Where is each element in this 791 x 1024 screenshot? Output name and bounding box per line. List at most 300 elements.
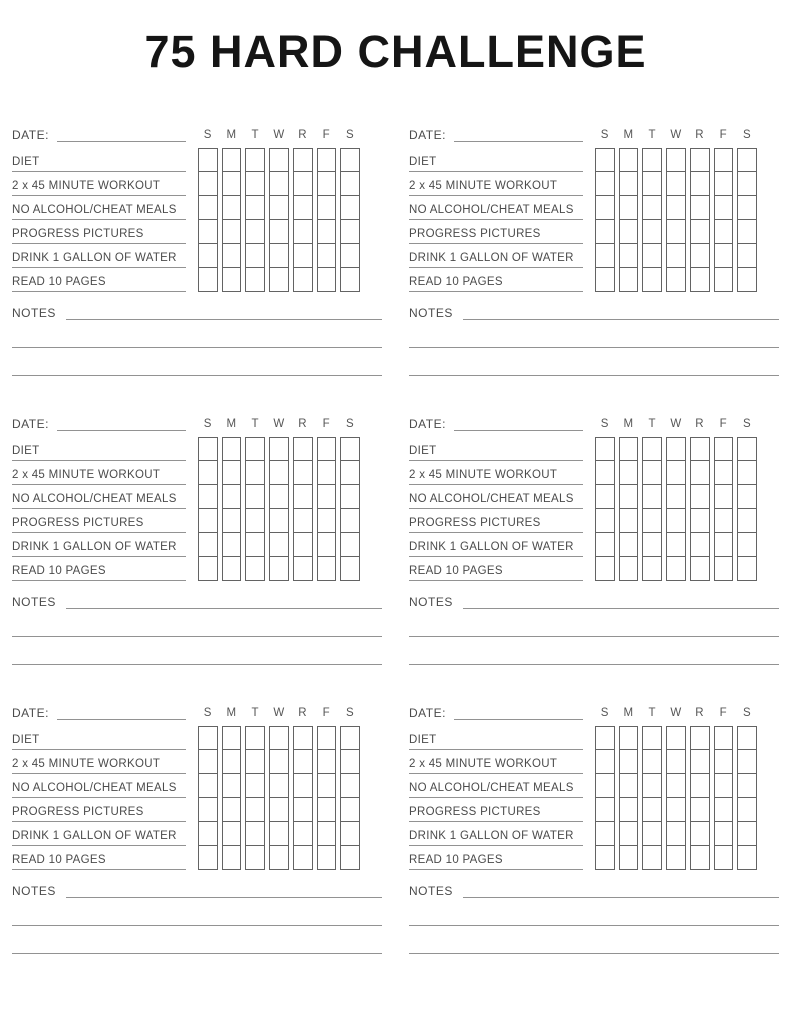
checkbox-cell[interactable]	[293, 485, 313, 509]
checkbox-cell[interactable]	[690, 533, 710, 557]
date-input-line[interactable]	[57, 126, 186, 142]
checkbox-cell[interactable]	[198, 244, 218, 268]
notes-input-line[interactable]	[66, 593, 382, 609]
checkbox-cell[interactable]	[222, 726, 242, 750]
checkbox-cell[interactable]	[293, 220, 313, 244]
checkbox-cell[interactable]	[690, 822, 710, 846]
notes-extra-line[interactable]	[12, 926, 382, 954]
checkbox-cell[interactable]	[317, 437, 337, 461]
checkbox-cell[interactable]	[269, 822, 289, 846]
checkbox-cell[interactable]	[666, 244, 686, 268]
checkbox-cell[interactable]	[666, 774, 686, 798]
checkbox-cell[interactable]	[642, 750, 662, 774]
checkbox-cell[interactable]	[222, 461, 242, 485]
checkbox-cell[interactable]	[714, 750, 734, 774]
checkbox-cell[interactable]	[317, 726, 337, 750]
date-column	[409, 120, 595, 148]
checkbox-cell[interactable]	[293, 798, 313, 822]
checkbox-cell[interactable]	[222, 196, 242, 220]
checkbox-cell[interactable]	[317, 196, 337, 220]
checkbox-cell[interactable]	[245, 148, 265, 172]
checkbox-cell[interactable]	[269, 846, 289, 870]
checkbox-cell[interactable]	[714, 220, 734, 244]
checkbox-cell[interactable]	[317, 750, 337, 774]
checkbox-cell[interactable]	[245, 846, 265, 870]
checkbox-cell[interactable]	[642, 774, 662, 798]
checkbox-cell[interactable]	[595, 509, 615, 533]
checkbox-cell[interactable]	[340, 533, 360, 557]
checkbox-cell[interactable]	[714, 196, 734, 220]
checkbox-cell[interactable]	[198, 461, 218, 485]
checkbox-cell[interactable]	[269, 557, 289, 581]
checkbox-cell[interactable]	[737, 798, 757, 822]
checkbox-cell[interactable]	[714, 798, 734, 822]
checkbox-cell[interactable]	[317, 798, 337, 822]
checkbox-cell[interactable]	[642, 196, 662, 220]
checkbox-cell[interactable]	[666, 220, 686, 244]
checkbox-cell[interactable]	[595, 220, 615, 244]
date-input-line[interactable]	[454, 704, 583, 720]
checkbox-cell[interactable]	[619, 268, 639, 292]
checkbox-cell[interactable]	[737, 750, 757, 774]
checkbox-cell[interactable]	[619, 750, 639, 774]
checkbox-cell[interactable]	[619, 485, 639, 509]
checkbox-cell[interactable]	[595, 726, 615, 750]
checkbox-cell[interactable]	[317, 822, 337, 846]
checkbox-cell[interactable]	[714, 509, 734, 533]
checkbox-cell[interactable]	[642, 148, 662, 172]
checkbox-cell[interactable]	[269, 172, 289, 196]
day-label: T	[251, 706, 260, 719]
block-body-row	[12, 148, 382, 292]
date-input-line[interactable]	[57, 415, 186, 431]
notes-extra-line[interactable]	[409, 348, 779, 376]
checkbox-cell[interactable]	[198, 220, 218, 244]
checkbox-cell[interactable]	[690, 485, 710, 509]
checkbox-cell[interactable]	[619, 822, 639, 846]
checkbox-cell[interactable]	[714, 846, 734, 870]
notes-extra-line[interactable]	[12, 637, 382, 665]
checkbox-cell[interactable]	[340, 196, 360, 220]
checkbox-cell[interactable]	[595, 437, 615, 461]
checkbox-cell[interactable]	[737, 822, 757, 846]
checkbox-cell[interactable]	[340, 750, 360, 774]
checkbox-cell[interactable]	[245, 726, 265, 750]
checkbox-cell[interactable]	[317, 461, 337, 485]
checkbox-cell[interactable]	[595, 846, 615, 870]
checkbox-cell[interactable]	[666, 172, 686, 196]
checkbox-cell[interactable]	[619, 846, 639, 870]
checkbox-cell[interactable]	[690, 798, 710, 822]
checkbox-cell[interactable]	[690, 750, 710, 774]
checkbox-cell[interactable]	[642, 172, 662, 196]
task-label: READ 10 PAGES	[12, 853, 106, 866]
checkbox-cell[interactable]	[245, 509, 265, 533]
checkbox-cell[interactable]	[293, 750, 313, 774]
checkbox-cell[interactable]	[714, 172, 734, 196]
checkbox-cell[interactable]	[269, 750, 289, 774]
notes-extra-line[interactable]	[409, 637, 779, 665]
task-label: NO ALCOHOL/CHEAT MEALS	[12, 203, 177, 216]
date-input-line[interactable]	[454, 126, 583, 142]
checkbox-cell[interactable]	[737, 461, 757, 485]
checkbox-cell[interactable]	[595, 196, 615, 220]
checkbox-cell[interactable]	[737, 244, 757, 268]
checkbox-cell[interactable]	[666, 750, 686, 774]
checkbox-cell[interactable]	[737, 774, 757, 798]
checkbox-column	[317, 148, 337, 292]
checkbox-cell[interactable]	[340, 485, 360, 509]
checkbox-cell[interactable]	[666, 509, 686, 533]
checkbox-cell[interactable]	[293, 196, 313, 220]
checkbox-cell[interactable]	[690, 774, 710, 798]
checkbox-cell[interactable]	[690, 220, 710, 244]
checkbox-cell[interactable]	[317, 509, 337, 533]
checkbox-cell[interactable]	[619, 726, 639, 750]
checkbox-cell[interactable]	[619, 461, 639, 485]
checkbox-cell[interactable]	[619, 244, 639, 268]
checkbox-cell[interactable]	[222, 172, 242, 196]
checkbox-cell[interactable]	[222, 268, 242, 292]
checkbox-cell[interactable]	[340, 268, 360, 292]
checkbox-cell[interactable]	[595, 148, 615, 172]
checkbox-cell[interactable]	[642, 533, 662, 557]
checkbox-cell[interactable]	[714, 822, 734, 846]
checkbox-cell[interactable]	[340, 148, 360, 172]
checkbox-cell[interactable]	[340, 726, 360, 750]
notes-extra-line[interactable]	[409, 609, 779, 637]
checkbox-cell[interactable]	[198, 533, 218, 557]
checkbox-cell[interactable]	[222, 557, 242, 581]
checkbox-cell[interactable]	[666, 533, 686, 557]
checkbox-cell[interactable]	[666, 798, 686, 822]
checkbox-cell[interactable]	[293, 557, 313, 581]
checkbox-cell[interactable]	[714, 533, 734, 557]
notes-extra-line[interactable]	[409, 926, 779, 954]
checkbox-cell[interactable]	[317, 220, 337, 244]
date-label: DATE:	[12, 705, 49, 720]
checkbox-column	[737, 726, 757, 870]
checkbox-cell[interactable]	[198, 148, 218, 172]
checkbox-cell[interactable]	[619, 172, 639, 196]
checkbox-cell[interactable]	[340, 774, 360, 798]
date-input-line[interactable]	[57, 704, 186, 720]
checkbox-cell[interactable]	[245, 822, 265, 846]
checkbox-cell[interactable]	[714, 268, 734, 292]
checkbox-cell[interactable]	[269, 798, 289, 822]
checkbox-cell[interactable]	[642, 726, 662, 750]
checkbox-cell[interactable]	[666, 846, 686, 870]
notes-input-line[interactable]	[463, 304, 779, 320]
task-row	[409, 485, 583, 509]
checkbox-cell[interactable]	[222, 244, 242, 268]
checkbox-cell[interactable]	[293, 822, 313, 846]
checkbox-cell[interactable]	[222, 798, 242, 822]
checkbox-cell[interactable]	[198, 485, 218, 509]
notes-input-line[interactable]	[66, 882, 382, 898]
checkbox-cell[interactable]	[245, 750, 265, 774]
checkbox-cell[interactable]	[690, 268, 710, 292]
checkbox-cell[interactable]	[714, 485, 734, 509]
day-label: S	[203, 128, 212, 141]
checkbox-cell[interactable]	[619, 437, 639, 461]
checkbox-cell[interactable]	[619, 774, 639, 798]
checkbox-cell[interactable]	[737, 268, 757, 292]
checkbox-cell[interactable]	[293, 437, 313, 461]
day-label: M	[226, 706, 237, 719]
checkbox-cell[interactable]	[642, 244, 662, 268]
checkbox-cell[interactable]	[198, 172, 218, 196]
task-label: NO ALCOHOL/CHEAT MEALS	[409, 492, 574, 505]
checkbox-cell[interactable]	[222, 533, 242, 557]
checkbox-cell[interactable]	[340, 798, 360, 822]
date-input-line[interactable]	[454, 415, 583, 431]
checkbox-cell[interactable]	[245, 533, 265, 557]
checkbox-cell[interactable]	[714, 557, 734, 581]
checkbox-cell[interactable]	[619, 148, 639, 172]
checkbox-cell[interactable]	[737, 172, 757, 196]
checkbox-cell[interactable]	[595, 750, 615, 774]
checkbox-cell[interactable]	[222, 485, 242, 509]
checkbox-cell[interactable]	[245, 437, 265, 461]
checkbox-cell[interactable]	[317, 774, 337, 798]
checkbox-cell[interactable]	[222, 437, 242, 461]
checkbox-cell[interactable]	[714, 774, 734, 798]
checkbox-cell[interactable]	[595, 557, 615, 581]
checkbox-cell[interactable]	[619, 509, 639, 533]
checkbox-cell[interactable]	[245, 244, 265, 268]
date-row	[12, 409, 186, 431]
checkbox-cell[interactable]	[666, 148, 686, 172]
checkbox-cell[interactable]	[269, 726, 289, 750]
checkbox-cell[interactable]	[269, 196, 289, 220]
checkbox-cell[interactable]	[222, 148, 242, 172]
checkbox-cell[interactable]	[222, 750, 242, 774]
checkbox-cell[interactable]	[340, 437, 360, 461]
checkbox-cell[interactable]	[198, 750, 218, 774]
notes-extra-line[interactable]	[409, 320, 779, 348]
checkbox-cell[interactable]	[198, 726, 218, 750]
checkbox-cell[interactable]	[642, 220, 662, 244]
checkbox-cell[interactable]	[317, 172, 337, 196]
checkbox-cell[interactable]	[714, 726, 734, 750]
checkbox-cell[interactable]	[340, 244, 360, 268]
checkbox-cell[interactable]	[714, 148, 734, 172]
checkbox-cell[interactable]	[222, 846, 242, 870]
checkbox-cell[interactable]	[642, 509, 662, 533]
checkbox-cell[interactable]	[714, 461, 734, 485]
task-label: PROGRESS PICTURES	[12, 227, 144, 240]
checkbox-cell[interactable]	[595, 461, 615, 485]
checkbox-cell[interactable]	[737, 220, 757, 244]
checkbox-cell[interactable]	[737, 148, 757, 172]
checkbox-cell[interactable]	[714, 437, 734, 461]
checkbox-cell[interactable]	[222, 822, 242, 846]
checkbox-cell[interactable]	[595, 244, 615, 268]
notes-label: NOTES	[409, 594, 453, 609]
checkbox-cell[interactable]	[714, 244, 734, 268]
checkbox-cell[interactable]	[245, 172, 265, 196]
checkbox-cell[interactable]	[269, 437, 289, 461]
checkbox-cell[interactable]	[666, 485, 686, 509]
notes-extra-line[interactable]	[409, 898, 779, 926]
checkbox-cell[interactable]	[642, 437, 662, 461]
checkbox-cell[interactable]	[666, 726, 686, 750]
checkbox-cell[interactable]	[690, 244, 710, 268]
checkbox-cell[interactable]	[340, 846, 360, 870]
checkbox-cell[interactable]	[619, 557, 639, 581]
notes-input-line[interactable]	[463, 593, 779, 609]
checkbox-cell[interactable]	[269, 220, 289, 244]
checkbox-cell[interactable]	[293, 268, 313, 292]
notes-extra-line[interactable]	[12, 320, 382, 348]
tracker-block	[409, 120, 779, 376]
checkbox-cell[interactable]	[666, 461, 686, 485]
checkbox-cell[interactable]	[340, 172, 360, 196]
checkbox-cell[interactable]	[642, 822, 662, 846]
checkbox-cell[interactable]	[269, 148, 289, 172]
checkbox-cell[interactable]	[293, 726, 313, 750]
checkbox-cell[interactable]	[737, 196, 757, 220]
checkbox-cell[interactable]	[690, 196, 710, 220]
checkbox-cell[interactable]	[642, 268, 662, 292]
checkbox-cell[interactable]	[690, 461, 710, 485]
checkbox-cell[interactable]	[737, 557, 757, 581]
checkbox-cell[interactable]	[222, 509, 242, 533]
checkbox-cell[interactable]	[595, 172, 615, 196]
day-label: F	[719, 706, 728, 719]
checkbox-cell[interactable]	[293, 846, 313, 870]
notes-input-line[interactable]	[66, 304, 382, 320]
checkbox-cell[interactable]	[245, 485, 265, 509]
task-label: 2 x 45 MINUTE WORKOUT	[12, 757, 161, 770]
checkbox-cell[interactable]	[317, 485, 337, 509]
checkbox-cell[interactable]	[198, 774, 218, 798]
checkbox-cell[interactable]	[245, 798, 265, 822]
checkbox-cell[interactable]	[317, 268, 337, 292]
checkbox-cell[interactable]	[690, 172, 710, 196]
checkbox-cell[interactable]	[198, 846, 218, 870]
checkbox-cell[interactable]	[595, 268, 615, 292]
checkbox-cell[interactable]	[269, 533, 289, 557]
checkbox-cell[interactable]	[642, 798, 662, 822]
checkbox-cell[interactable]	[293, 172, 313, 196]
checkbox-cell[interactable]	[245, 774, 265, 798]
checkbox-column	[198, 148, 218, 292]
checkbox-cell[interactable]	[595, 533, 615, 557]
checkbox-cell[interactable]	[269, 268, 289, 292]
checkbox-cell[interactable]	[666, 557, 686, 581]
checkbox-cell[interactable]	[666, 437, 686, 461]
checkbox-cell[interactable]	[642, 846, 662, 870]
checkbox-cell[interactable]	[690, 437, 710, 461]
checkbox-cell[interactable]	[198, 557, 218, 581]
checkbox-cell[interactable]	[595, 822, 615, 846]
checkbox-cell[interactable]	[619, 220, 639, 244]
checkbox-cell[interactable]	[595, 798, 615, 822]
checkbox-cell[interactable]	[737, 846, 757, 870]
task-row	[12, 485, 186, 509]
checkbox-cell[interactable]	[317, 244, 337, 268]
checkbox-cell[interactable]	[222, 774, 242, 798]
task-label: 2 x 45 MINUTE WORKOUT	[12, 468, 161, 481]
notes-extra-line[interactable]	[12, 898, 382, 926]
checkbox-cell[interactable]	[222, 220, 242, 244]
checkbox-cell[interactable]	[245, 461, 265, 485]
checkbox-cell[interactable]	[198, 196, 218, 220]
checkbox-cell[interactable]	[690, 726, 710, 750]
checkbox-cell[interactable]	[642, 461, 662, 485]
checkbox-cell[interactable]	[619, 533, 639, 557]
checkbox-cell[interactable]	[293, 774, 313, 798]
checkbox-cell[interactable]	[269, 485, 289, 509]
checkbox-cell[interactable]	[666, 268, 686, 292]
checkbox-cell[interactable]	[317, 533, 337, 557]
checkbox-cell[interactable]	[340, 461, 360, 485]
checkbox-cell[interactable]	[737, 509, 757, 533]
checkbox-cell[interactable]	[340, 220, 360, 244]
checkbox-cell[interactable]	[666, 822, 686, 846]
checkbox-cell[interactable]	[317, 148, 337, 172]
checkbox-cell[interactable]	[198, 798, 218, 822]
checkbox-cell[interactable]	[198, 268, 218, 292]
checkbox-cell[interactable]	[737, 533, 757, 557]
checkbox-cell[interactable]	[245, 196, 265, 220]
checkbox-cell[interactable]	[293, 533, 313, 557]
checkbox-cell[interactable]	[690, 846, 710, 870]
task-label: READ 10 PAGES	[409, 853, 503, 866]
checkbox-cell[interactable]	[690, 148, 710, 172]
notes-extra-line[interactable]	[12, 609, 382, 637]
checkbox-cell[interactable]	[317, 557, 337, 581]
checkbox-cell[interactable]	[690, 557, 710, 581]
checkbox-cell[interactable]	[269, 509, 289, 533]
checkbox-cell[interactable]	[317, 846, 337, 870]
checkbox-cell[interactable]	[269, 244, 289, 268]
checkbox-cell[interactable]	[340, 509, 360, 533]
checkbox-cell[interactable]	[245, 220, 265, 244]
task-label: DRINK 1 GALLON OF WATER	[409, 829, 574, 842]
checkbox-cell[interactable]	[245, 557, 265, 581]
checkbox-cell[interactable]	[340, 822, 360, 846]
checkbox-cell[interactable]	[737, 437, 757, 461]
checkbox-cell[interactable]	[340, 557, 360, 581]
checkbox-cell[interactable]	[642, 485, 662, 509]
checkbox-cell[interactable]	[595, 485, 615, 509]
checkbox-cell[interactable]	[737, 726, 757, 750]
day-label: M	[623, 128, 634, 141]
checkbox-cell[interactable]	[293, 461, 313, 485]
checkbox-cell[interactable]	[198, 822, 218, 846]
checkbox-cell[interactable]	[293, 148, 313, 172]
checkbox-cell[interactable]	[269, 774, 289, 798]
checkbox-cell[interactable]	[690, 509, 710, 533]
checkbox-cell[interactable]	[666, 196, 686, 220]
checkbox-cell[interactable]	[198, 509, 218, 533]
notes-input-line[interactable]	[463, 882, 779, 898]
checkbox-cell[interactable]	[198, 437, 218, 461]
checkbox-cell[interactable]	[245, 268, 265, 292]
notes-extra-line[interactable]	[12, 348, 382, 376]
checkbox-cell[interactable]	[595, 774, 615, 798]
checkbox-cell[interactable]	[269, 461, 289, 485]
checkbox-cell[interactable]	[293, 244, 313, 268]
checkbox-cell[interactable]	[642, 557, 662, 581]
checkbox-cell[interactable]	[619, 196, 639, 220]
checkbox-cell[interactable]	[619, 798, 639, 822]
checkbox-cell[interactable]	[737, 485, 757, 509]
checkbox-cell[interactable]	[293, 509, 313, 533]
